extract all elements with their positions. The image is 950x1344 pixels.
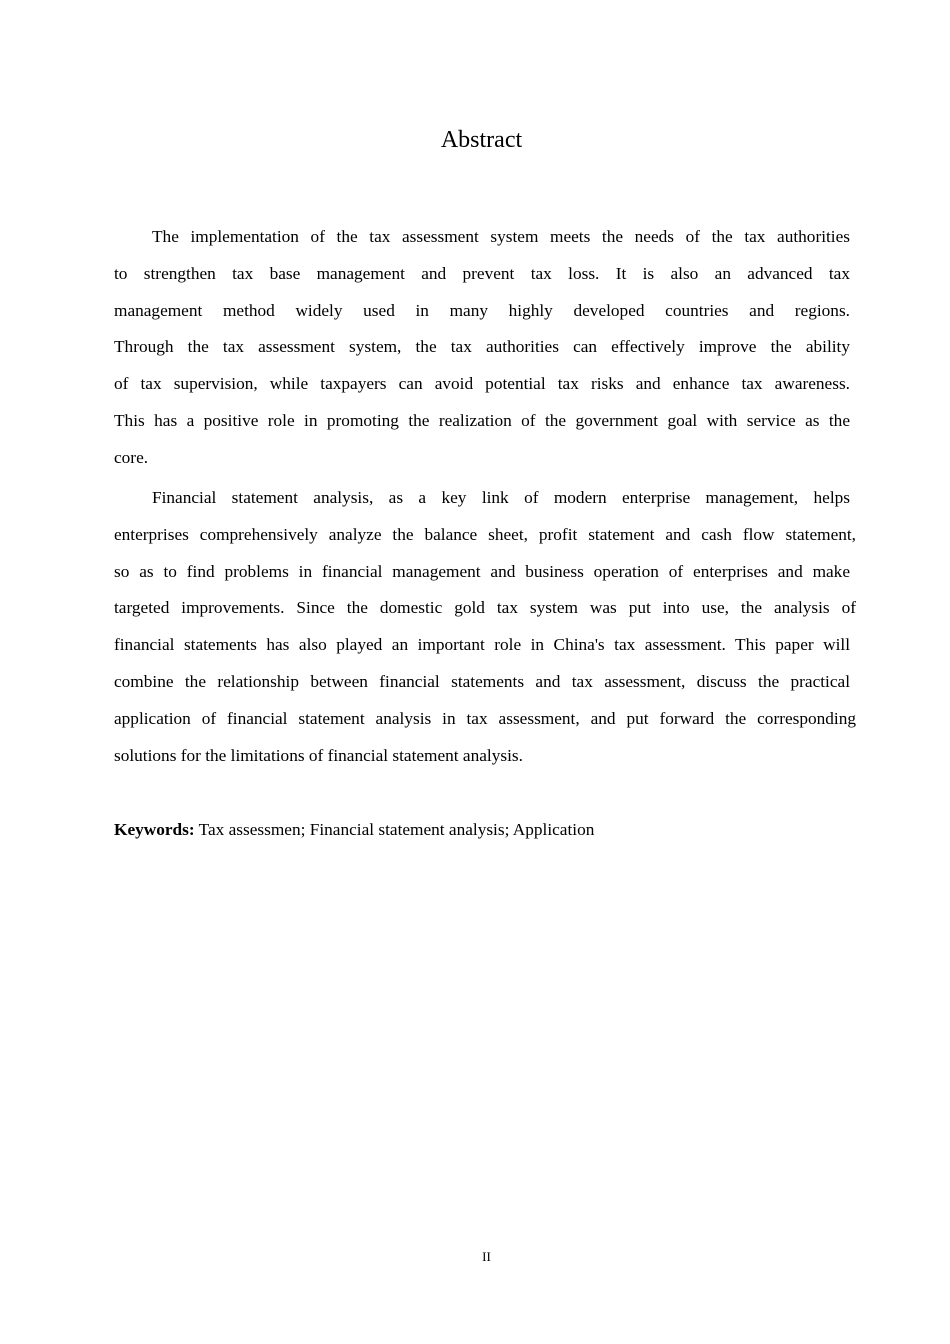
text-line: so as to find problems in financial management and business operation of enterprises and make: [114, 562, 850, 581]
text-line: application of financial statement analysis in tax assessment, and put forward the corresponding: [114, 709, 856, 728]
page-number: II: [482, 1249, 491, 1264]
text-line: targeted improvements. Since the domestic gold tax system was put into use, the analysis of: [114, 598, 856, 617]
text-line: enterprises comprehensively analyze the balance sheet, profit statement and cash flow statement,: [114, 525, 856, 544]
text-line: to strengthen tax base management and prevent tax loss. It is also an advanced tax: [114, 264, 850, 283]
text-line: combine the relationship between financial statements and tax assessment, discuss the practical: [114, 672, 850, 691]
text-line: financial statements has also played an important role in China's tax assessment. This paper will: [114, 635, 850, 654]
text-line: Financial statement analysis, as a key link of modern enterprise management, helps: [152, 488, 850, 507]
abstract-title: Abstract: [440, 127, 523, 153]
text-line: of tax supervision, while taxpayers can avoid potential tax risks and enhance tax awareness.: [114, 374, 850, 393]
keywords-label: Keywords:: [114, 820, 195, 839]
text-line: solutions for the limitations of financial statement analysis.: [114, 746, 523, 765]
text-line: This has a positive role in promoting the realization of the government goal with service as the: [114, 411, 850, 430]
keywords-value: Tax assessmen; Financial statement analysis; Application: [194, 820, 595, 839]
keywords-line: [114, 818, 594, 842]
text-line: Through the tax assessment system, the tax authorities can effectively improve the ability: [114, 337, 850, 356]
text-line: The implementation of the tax assessment system meets the needs of the tax authorities: [152, 227, 850, 246]
text-line: management method widely used in many highly developed countries and regions.: [114, 301, 850, 320]
text-line: core.: [114, 448, 149, 467]
